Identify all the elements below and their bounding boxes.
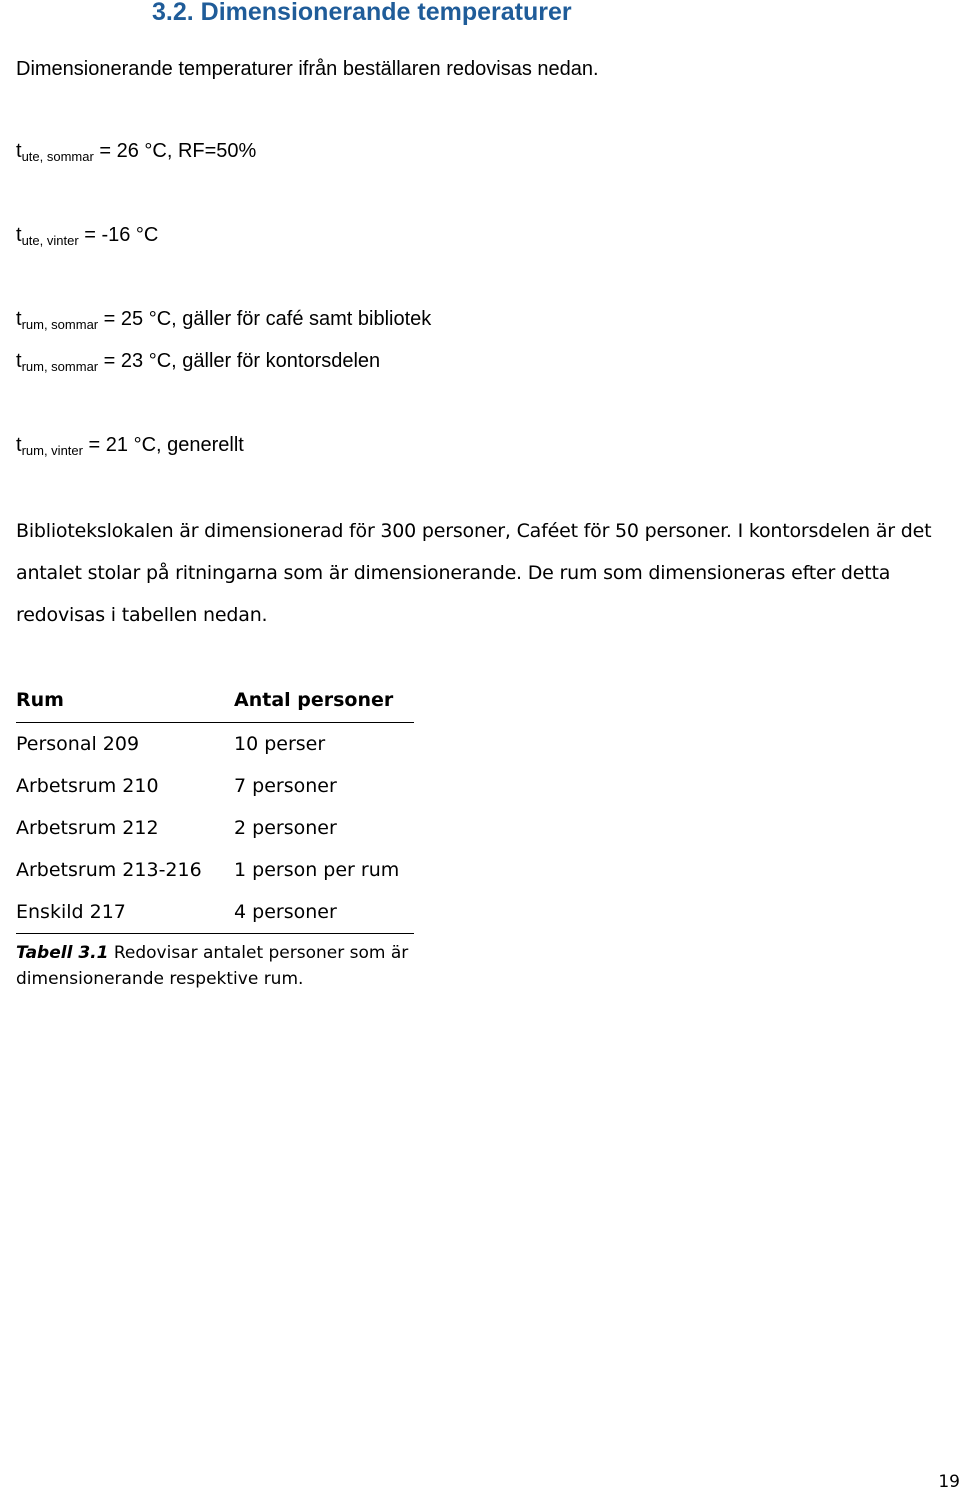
room-cell: Personal 209: [16, 733, 140, 755]
body-paragraph: Bibliotekslokalen är dimensionerad för 300 personer, Caféet för 50 personer. I kontorsdelen är det antalet stolar på ritningarna som är dimensionerande. De rum som dimensioneras efter detta redovisas i tabellen nedan.: [16, 520, 932, 626]
formula-value: = -16 °C: [78, 224, 159, 246]
page-number: 19: [938, 1472, 960, 1492]
table-row: [16, 807, 414, 849]
room-cell: Arbetsrum 213-216: [16, 859, 202, 881]
intro-text: Dimensionerande temperaturer ifrån beställaren redovisas nedan.: [16, 58, 599, 80]
persons-cell: 4 personer: [234, 891, 414, 934]
table-row: [16, 891, 414, 934]
formula-subscript: ute, sommar: [21, 149, 94, 164]
room-cell: Enskild 217: [16, 891, 234, 934]
table-header-row: [16, 678, 414, 723]
table-row: [16, 849, 414, 891]
formula-value: = 23 °C, gäller för kontorsdelen: [98, 350, 381, 372]
rooms-table: [16, 678, 414, 934]
room-cell: Arbetsrum 212: [16, 817, 159, 839]
formula-t-ute-vinter: [16, 224, 158, 248]
formula-symbol: t: [16, 350, 22, 372]
formula-t-ute-sommar: [16, 140, 256, 164]
formula-value: = 26 °C, RF=50%: [93, 140, 257, 162]
header-rum: Rum: [16, 678, 234, 723]
header-antal-personer: Antal personer: [234, 678, 414, 723]
persons-cell: 7 personer: [234, 775, 337, 797]
formula-value: = 21 °C, generellt: [82, 434, 244, 456]
formula-value: = 25 °C, gäller för café samt bibliotek: [98, 308, 432, 330]
formula-subscript: rum, sommar: [21, 317, 99, 332]
formula-symbol: t: [16, 224, 22, 246]
formula-subscript: rum, sommar: [21, 359, 99, 374]
persons-cell: 2 personer: [234, 817, 337, 839]
formula-subscript: ute, vinter: [21, 233, 79, 248]
formula-symbol: t: [16, 434, 22, 456]
formula-subscript: rum, vinter: [21, 443, 83, 458]
formula-symbol: t: [16, 308, 22, 330]
section-heading: 3.2. Dimensionerande temperaturer: [152, 0, 572, 26]
formula-t-rum-vinter: [16, 434, 244, 458]
room-cell: Arbetsrum 210: [16, 775, 159, 797]
table-row: [16, 765, 414, 807]
persons-cell: 1 person per rum: [234, 859, 400, 881]
formula-t-rum-sommar-kontor: [16, 350, 380, 374]
persons-cell: 10 perser: [234, 733, 326, 755]
caption-text: Redovisar antalet personer som är dimensionerande respektive rum.: [16, 943, 409, 989]
formula-t-rum-sommar-cafe: [16, 308, 431, 332]
table-row: [16, 723, 414, 766]
formula-symbol: t: [16, 140, 22, 162]
table-caption: [16, 940, 436, 992]
caption-label: Tabell 3.1: [16, 943, 109, 963]
